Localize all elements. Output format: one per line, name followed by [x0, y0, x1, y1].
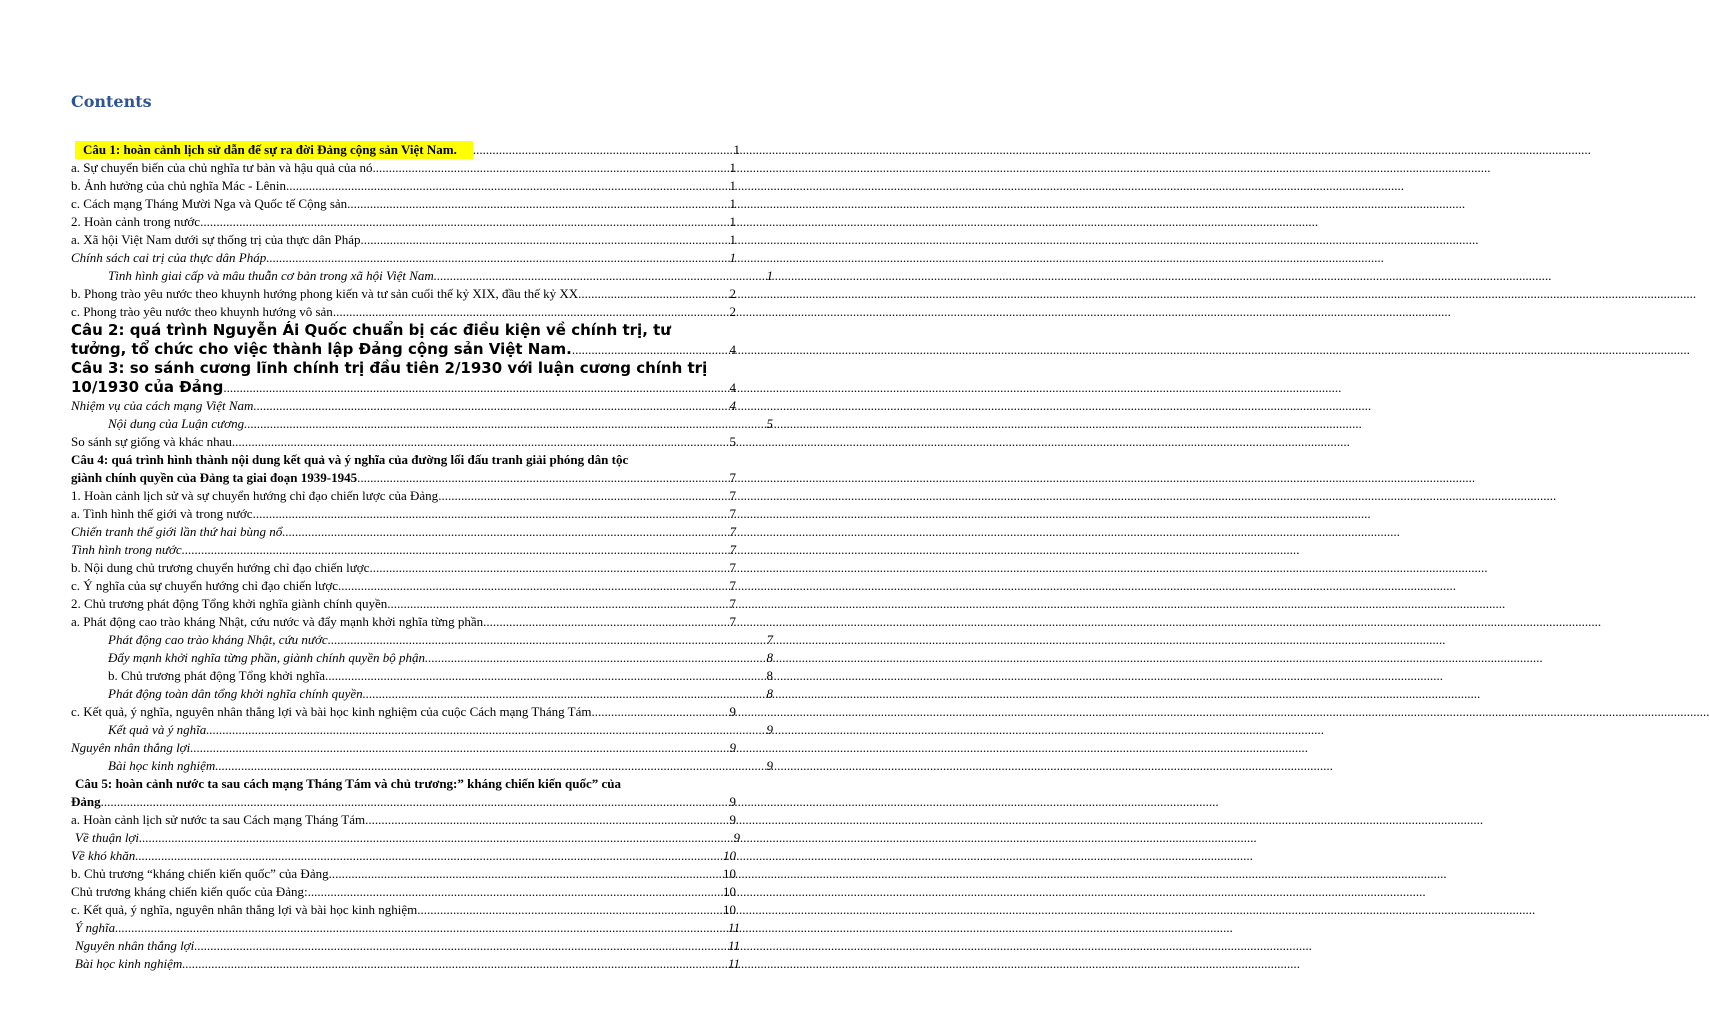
toc-page-number: 2 [729, 304, 736, 319]
toc-entry[interactable] [71, 667, 773, 685]
toc-entry[interactable] [71, 213, 736, 231]
toc-leader-dots [115, 919, 728, 937]
toc-entry-label: Chủ trương kháng chiến kiến quốc của Đảng: [71, 884, 308, 899]
toc-entry-label: c. Phong trào yêu nước theo khuynh hướng vô sản [71, 304, 333, 319]
toc-page-number: 10 [723, 902, 736, 917]
toc-page-number: 5 [729, 434, 736, 449]
toc-entry-label: a. Sự chuyển biến của chủ nghĩa tư bản và hậu quả của nó [71, 160, 373, 175]
toc-entry[interactable] [71, 231, 736, 249]
toc-page-number: 11 [727, 956, 740, 971]
toc-entry-cau-3[interactable] [71, 359, 736, 397]
toc-entry-label: c. Ý nghĩa của sự chuyển hướng chỉ đạo chiến lược [71, 578, 339, 593]
toc-page-number: 8 [766, 650, 773, 665]
toc-entry-label: a. Phát động cao trào kháng Nhật, cứu nước và đẩy mạnh khởi nghĩa từng phần [71, 614, 484, 629]
table-of-contents [71, 141, 773, 973]
toc-entry[interactable] [71, 847, 736, 865]
toc-entry-label-cont: giành chính quyền của Đảng ta giai đoạn 1939-1945 [71, 470, 358, 485]
toc-page-number: 1 [733, 142, 740, 157]
toc-entry[interactable] [71, 613, 736, 631]
toc-entry[interactable] [71, 541, 736, 559]
toc-page-number: 9 [729, 794, 736, 809]
toc-leader-dots [572, 340, 730, 359]
toc-entry[interactable] [71, 159, 736, 177]
toc-entry-label: Câu 4: quá trình hình thành nội dung kết quả và ý nghĩa của đường lối đấu tranh giải phóng dân tộc [71, 452, 629, 467]
toc-page-number: 7 [729, 596, 736, 611]
toc-page-number: 9 [729, 704, 736, 719]
toc-leader-dots [308, 883, 723, 901]
toc-leader-dots [363, 685, 767, 703]
toc-page-number: 11 [727, 938, 740, 953]
toc-page-number: 10 [723, 866, 736, 881]
toc-leader-dots [473, 141, 734, 159]
toc-entry-label: b. Ảnh hưởng của chủ nghĩa Mác - Lênin [71, 178, 287, 193]
toc-page-number: 1 [766, 268, 773, 283]
toc-leader-dots [369, 559, 729, 577]
toc-leader-dots [139, 829, 734, 847]
toc-heading: Contents [71, 92, 152, 111]
toc-leader-dots [253, 397, 729, 415]
toc-leader-dots [578, 285, 729, 303]
toc-entry[interactable] [71, 177, 736, 195]
toc-entry[interactable] [71, 901, 736, 919]
toc-leader-dots [338, 577, 729, 595]
toc-entry-label: a. Tình hình thế giới và trong nước [71, 506, 253, 521]
toc-entry-label: Bài học kinh nghiệm [75, 956, 183, 971]
toc-entry[interactable] [71, 955, 740, 973]
toc-entry-cau-5[interactable] [71, 775, 736, 811]
toc-page-number: 9 [766, 722, 773, 737]
toc-entry-label: b. Chủ trương phát động Tổng khởi nghĩa [108, 668, 325, 683]
toc-page-number: 11 [727, 920, 740, 935]
toc-entry-label: c. Cách mạng Tháng Mười Nga và Quốc tế Cộng sản [71, 196, 348, 211]
toc-page-number: 8 [766, 668, 773, 683]
toc-entry[interactable] [71, 937, 740, 955]
toc-page-number: 7 [729, 560, 736, 575]
toc-entry-label: So sánh sự giống và khác nhau [71, 434, 232, 449]
toc-entry-label: Đẩy mạnh khởi nghĩa từng phần, giành chính quyền bộ phận [108, 650, 425, 665]
toc-entry-cau-2[interactable] [71, 321, 736, 359]
toc-entry[interactable] [71, 285, 736, 303]
toc-leader-dots [286, 177, 729, 195]
toc-leader-dots [190, 739, 729, 757]
toc-leader-dots [417, 901, 723, 919]
toc-entry-label: a. Hoàn cảnh lịch sử nước ta sau Cách mạng Tháng Tám [71, 812, 366, 827]
toc-entry-cau-4[interactable] [71, 451, 736, 487]
toc-page-number: 2 [729, 286, 736, 301]
toc-entry[interactable] [71, 559, 736, 577]
toc-entry-label-cont: 10/1930 của Đảng [71, 378, 224, 396]
toc-leader-dots [438, 487, 729, 505]
toc-page-number: 1 [729, 232, 736, 247]
toc-entry[interactable] [71, 577, 736, 595]
toc-entry[interactable] [71, 595, 736, 613]
toc-entry-label: Phát động toàn dân tổng khởi nghĩa chính quyền [108, 686, 363, 701]
toc-entry[interactable] [71, 195, 736, 213]
toc-leader-dots [135, 847, 723, 865]
toc-leader-dots [182, 541, 730, 559]
toc-entry-label: Kết quả và ý nghĩa [108, 722, 207, 737]
toc-entry-label: Câu 3: so sánh cương lĩnh chính trị đầu tiên 2/1930 với luận cương chính trị [71, 359, 708, 377]
toc-entry[interactable] [71, 829, 740, 847]
toc-entry[interactable] [71, 415, 773, 433]
toc-leader-dots [253, 505, 730, 523]
toc-page-number: 9 [733, 830, 740, 845]
toc-leader-dots [182, 955, 728, 973]
toc-page-number: 7 [729, 488, 736, 503]
toc-page-number: 10 [723, 884, 736, 899]
toc-entry[interactable] [71, 267, 773, 285]
toc-entry-label: Tình hình giai cấp và mâu thuẫn cơ bản trong xã hội Việt Nam [108, 268, 434, 283]
toc-entry-label: Câu 2: quá trình Nguyễn Ái Quốc chuẩn bị các điều kiện về chính trị, tư [71, 321, 671, 339]
toc-leader-dots [365, 811, 729, 829]
toc-page-number: 4 [729, 342, 736, 357]
toc-page-number: 1 [729, 178, 736, 193]
toc-entry-label: Câu 5: hoàn cảnh nước ta sau cách mạng Tháng Tám và chủ trương:” kháng chiến kiến quốc” của [75, 776, 622, 791]
toc-entry[interactable] [71, 649, 773, 667]
toc-page-number: 4 [729, 398, 736, 413]
toc-entry-label: 1. Hoàn cảnh lịch sử và sự chuyển hướng chỉ đạo chiến lược của Đảng [71, 488, 439, 503]
toc-leader-dots [101, 793, 730, 811]
toc-entry[interactable] [71, 505, 736, 523]
toc-entry-label: c. Kết quả, ý nghĩa, nguyên nhân thắng lợi và bài học kinh nghiệm [71, 902, 418, 917]
toc-entry[interactable] [71, 303, 736, 321]
toc-leader-dots [387, 595, 729, 613]
toc-page-number: 7 [729, 578, 736, 593]
toc-leader-dots [425, 649, 767, 667]
toc-page-number: 1 [729, 196, 736, 211]
toc-entry-label: Tình hình trong nước [71, 542, 182, 557]
toc-leader-dots [591, 703, 729, 721]
toc-page-number: 1 [729, 250, 736, 265]
toc-page-number: 4 [729, 380, 736, 395]
toc-entry-label-cont: tưởng, tổ chức cho việc thành lập Đảng cộng sản Việt Nam. [71, 340, 572, 358]
toc-leader-dots [215, 757, 766, 775]
toc-entry-label: Nguyên nhân thắng lợi [71, 740, 191, 755]
toc-leader-dots [328, 631, 767, 649]
toc-entry-label: b. Chủ trương “kháng chiến kiến quốc” của Đảng [71, 866, 329, 881]
toc-entry-label: Nội dung của Luận cương [108, 416, 245, 431]
toc-entry[interactable] [71, 865, 736, 883]
toc-page-number: 9 [766, 758, 773, 773]
toc-entry[interactable] [71, 487, 736, 505]
toc-entry-label: Về thuận lợi [75, 830, 139, 845]
toc-leader-dots [434, 267, 767, 285]
toc-leader-dots [329, 865, 723, 883]
toc-entry-label: b. Nội dung chủ trương chuyển hướng chỉ đạo chiến lược [71, 560, 370, 575]
toc-entry[interactable] [71, 703, 736, 721]
toc-entry[interactable] [71, 721, 773, 739]
toc-leader-dots [282, 523, 729, 541]
toc-entry-label: 2. Hoàn cảnh trong nước [71, 214, 201, 229]
toc-entry[interactable] [71, 685, 773, 703]
toc-entry[interactable] [71, 739, 736, 757]
toc-leader-dots [483, 613, 729, 631]
toc-entry-label: Nguyên nhân thắng lợi [75, 938, 195, 953]
document-page [0, 0, 773, 1024]
toc-entry-label: Nhiệm vụ của cách mạng Việt Nam [71, 398, 254, 413]
toc-entry-label-cont: Đảng [71, 794, 101, 809]
toc-leader-dots [206, 721, 766, 739]
toc-page-number: 5 [766, 416, 773, 431]
toc-entry-label: b. Phong trào yêu nước theo khuynh hướng phong kiến và tư sản cuối thế kỷ XIX, đầu thế kỷ XX [71, 286, 579, 301]
toc-entry[interactable] [71, 249, 736, 267]
toc-leader-dots [223, 378, 729, 397]
toc-page-number: 10 [723, 848, 736, 863]
toc-leader-dots [372, 159, 729, 177]
toc-page-number: 7 [766, 632, 773, 647]
toc-leader-dots [357, 469, 729, 487]
toc-page-number: 7 [729, 470, 736, 485]
toc-entry-label: 2. Chủ trương phát động Tổng khởi nghĩa giành chính quyền [71, 596, 388, 611]
toc-entry-label: Phát động cao trào kháng Nhật, cứu nước [108, 632, 328, 647]
toc-leader-dots [325, 667, 767, 685]
toc-leader-dots [200, 213, 729, 231]
toc-entry[interactable] [71, 757, 773, 775]
toc-page-number: 1 [729, 214, 736, 229]
toc-leader-dots [266, 249, 729, 267]
toc-entry[interactable] [71, 631, 773, 649]
toc-entry[interactable] [71, 523, 736, 541]
toc-page-number: 8 [766, 686, 773, 701]
toc-leader-dots [232, 433, 730, 451]
toc-entry[interactable] [71, 433, 736, 451]
toc-entry[interactable] [71, 811, 736, 829]
toc-page-number: 9 [729, 740, 736, 755]
toc-leader-dots [347, 195, 729, 213]
toc-leader-dots [360, 231, 729, 249]
toc-entry-label: c. Kết quả, ý nghĩa, nguyên nhân thắng lợi và bài học kinh nghiệm của cuộc Cách mạng Tháng Tám [71, 704, 592, 719]
toc-page-number: 1 [729, 160, 736, 175]
toc-entry-cau-1[interactable] [71, 141, 740, 159]
toc-leader-dots [244, 415, 766, 433]
toc-entry-label: Về khó khăn [71, 848, 136, 863]
toc-entry[interactable] [71, 397, 736, 415]
toc-entry-label: Chính sách cai trị của thực dân Pháp [71, 250, 267, 265]
toc-entry[interactable] [71, 883, 736, 901]
toc-page-number: 7 [729, 614, 736, 629]
toc-entry-label: Bài học kinh nghiệm [108, 758, 216, 773]
toc-entry[interactable] [71, 919, 740, 937]
toc-page-number: 9 [729, 812, 736, 827]
toc-leader-dots [194, 937, 728, 955]
toc-page-number: 7 [729, 524, 736, 539]
toc-entry-label: a. Xã hội Việt Nam dưới sự thống trị của thực dân Pháp [71, 232, 361, 247]
toc-entry-label: Chiến tranh thế giới lần thứ hai bùng nổ [71, 524, 283, 539]
toc-leader-dots [333, 303, 730, 321]
toc-entry-label: Câu 1: hoàn cảnh lịch sử dẫn đế sự ra đời Đảng cộng sản Việt Nam. [75, 141, 473, 159]
toc-page-number: 7 [729, 506, 736, 521]
toc-page-number: 7 [729, 542, 736, 557]
toc-entry-label: Ý nghĩa [75, 920, 116, 935]
